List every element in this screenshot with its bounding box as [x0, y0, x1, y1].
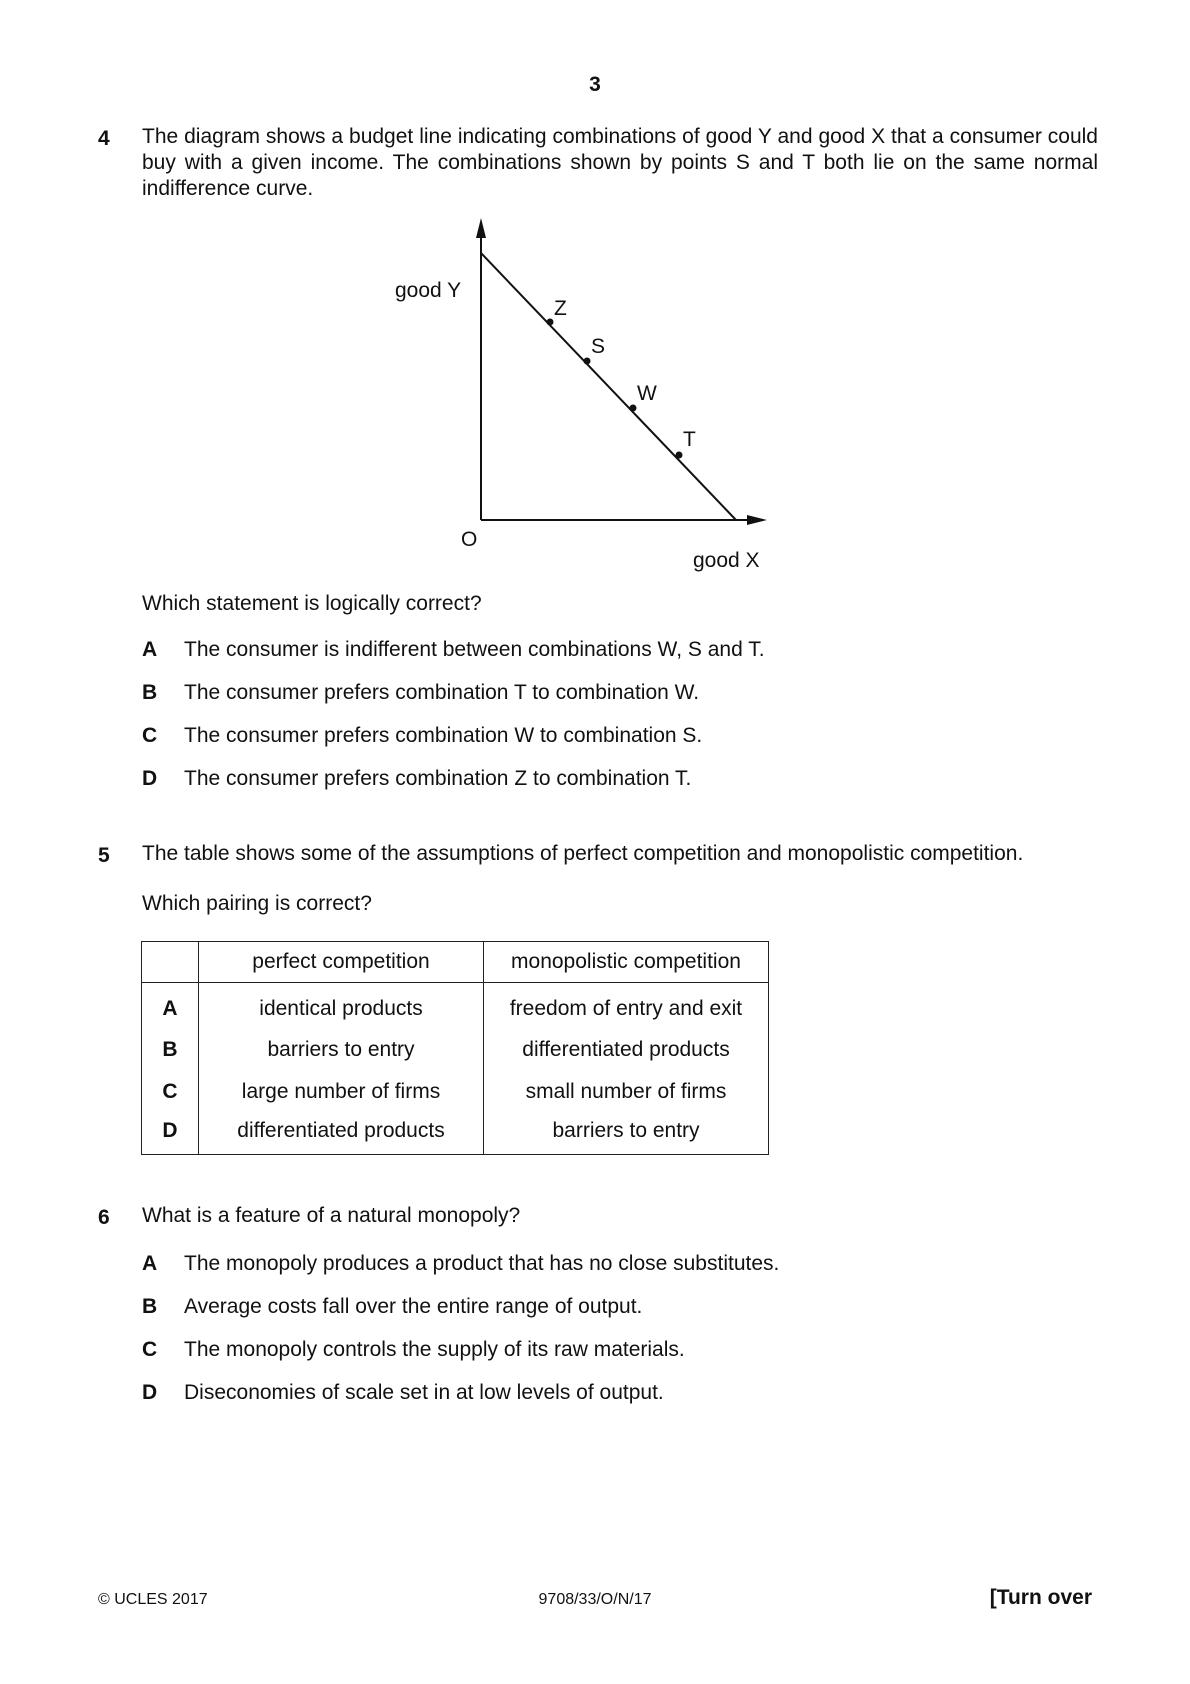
table-header-blank [142, 942, 199, 983]
q4-option-c-text: The consumer prefers combination W to combination S. [184, 724, 703, 747]
y-axis-label: good Y [395, 279, 462, 302]
table-cell-perfect: large number of firms [199, 1071, 484, 1113]
x-axis-arrow [747, 515, 767, 525]
table-row-letter: B [142, 1029, 199, 1071]
q6-option-a-letter: A [142, 1252, 158, 1275]
table-row-letter: D [142, 1113, 199, 1155]
q4-option-d-letter: D [142, 767, 158, 790]
x-axis-label: good X [693, 549, 760, 572]
budget-line-diagram [380, 215, 820, 575]
table-cell-perfect: barriers to entry [199, 1029, 484, 1071]
competition-table [141, 941, 769, 1155]
point-s [584, 358, 591, 365]
q4-option-a-text: The consumer is indifferent between combinations W, S and T. [184, 638, 765, 661]
table-cell-monopolistic: differentiated products [484, 1029, 769, 1071]
q4-option-b-text: The consumer prefers combination T to combination W. [184, 681, 700, 704]
question-5-number: 5 [98, 844, 110, 867]
table-row [142, 1071, 769, 1113]
q4-option-b-letter: B [142, 681, 158, 704]
table-header-row [142, 942, 769, 983]
table-cell-monopolistic: small number of firms [484, 1071, 769, 1113]
q6-option-c-letter: C [142, 1338, 158, 1361]
q6-option-b-letter: B [142, 1295, 158, 1318]
y-axis-arrow [476, 218, 486, 238]
page-number: 3 [589, 73, 601, 96]
question-4-text: The diagram shows a budget line indicating combinations of good Y and good X that a consumer could buy with a given income. The combinations shown by points S and T both lie on the same normal indifference curve. [142, 125, 1098, 200]
table-cell-monopolistic: freedom of entry and exit [484, 983, 769, 1029]
point-w-label: W [637, 382, 657, 405]
q4-option-d-text: The consumer prefers combination Z to combination T. [184, 767, 692, 790]
table-row-letter: A [142, 983, 199, 1029]
q4-option-a-letter: A [142, 638, 158, 661]
footer-turn-over: [Turn over [989, 1586, 1092, 1609]
origin-label: O [461, 528, 478, 551]
table-row [142, 1113, 769, 1155]
table-header-monopolistic: monopolistic competition [484, 942, 769, 983]
point-t-label: T [683, 428, 696, 451]
table-row-letter: C [142, 1071, 199, 1113]
q6-option-d-text: Diseconomies of scale set in at low levels of output. [184, 1381, 664, 1404]
question-5-text: The table shows some of the assumptions of perfect competition and monopolistic competition. [142, 842, 1024, 865]
q4-option-c-letter: C [142, 724, 158, 747]
budget-line [481, 253, 736, 520]
point-z [547, 319, 554, 326]
q6-option-d-letter: D [142, 1381, 158, 1404]
table-row [142, 1029, 769, 1071]
q6-option-c-text: The monopoly controls the supply of its raw materials. [184, 1338, 685, 1361]
question-4-number: 4 [98, 127, 110, 150]
q6-option-b-text: Average costs fall over the entire range of output. [184, 1295, 643, 1318]
table-cell-perfect: identical products [199, 983, 484, 1029]
point-z-label: Z [554, 297, 567, 320]
table-cell-perfect: differentiated products [199, 1113, 484, 1155]
question-6-number: 6 [98, 1206, 110, 1229]
question-4-prompt: Which statement is logically correct? [142, 592, 482, 615]
point-s-label: S [591, 335, 606, 358]
question-6-text: What is a feature of a natural monopoly? [142, 1204, 521, 1227]
footer-copyright: © UCLES 2017 [98, 1591, 208, 1608]
question-5-prompt: Which pairing is correct? [142, 892, 372, 915]
table-row [142, 983, 769, 1029]
q6-option-a-text: The monopoly produces a product that has no close substitutes. [184, 1252, 780, 1275]
table-cell-monopolistic: barriers to entry [484, 1113, 769, 1155]
point-t [676, 452, 683, 459]
table-header-perfect: perfect competition [199, 942, 484, 983]
footer-paper-code: 9708/33/O/N/17 [538, 1591, 652, 1608]
point-w [630, 405, 637, 412]
